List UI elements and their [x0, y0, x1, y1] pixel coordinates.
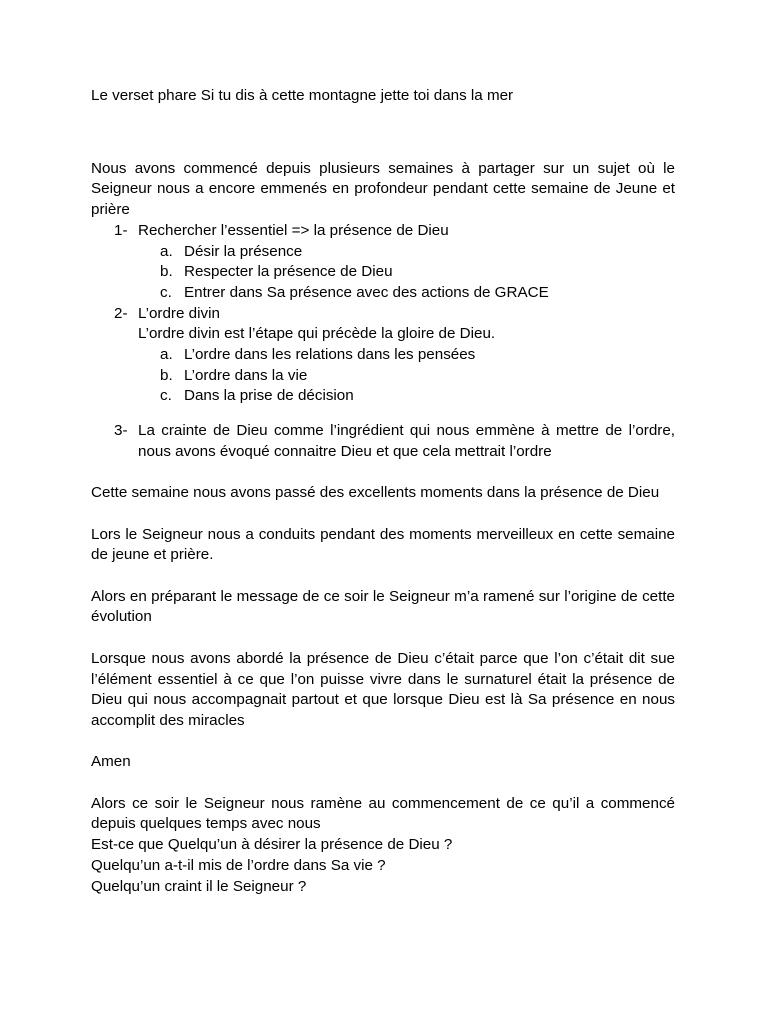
- item-text: Rechercher l’essentiel => la présence de Dieu: [138, 221, 449, 239]
- sub-item: [91, 345, 675, 366]
- question-line: Quelqu’un a-t-il mis de l’ordre dans Sa vie ?: [91, 856, 386, 874]
- sub-item: [91, 366, 675, 387]
- question-line: Est-ce que Quelqu’un à désirer la présence de Dieu ?: [91, 836, 453, 854]
- document-title: Le verset phare Si tu dis à cette montagne jette toi dans la mer: [91, 87, 514, 104]
- sub-item-marker: c.: [160, 387, 172, 405]
- numbered-item-3: [91, 421, 675, 462]
- sub-item: [91, 283, 675, 304]
- amen-line: Amen: [91, 753, 131, 771]
- item-text: L’ordre divin: [138, 304, 220, 322]
- sub-item-marker: b.: [160, 263, 173, 281]
- item-number: 2-: [114, 304, 128, 322]
- body-paragraph: Alors en préparant le message de ce soir le Seigneur m’a ramené sur l’origine de cette évolution: [91, 587, 675, 626]
- body-paragraph: Lors le Seigneur nous a conduits pendant des moments merveilleux en cette semaine de jeune et prière.: [91, 525, 675, 564]
- sub-item: [91, 386, 675, 407]
- sub-item-text: L’ordre dans la vie: [184, 366, 308, 384]
- item-number: 3-: [114, 422, 128, 440]
- sub-item-marker: b.: [160, 366, 173, 384]
- sub-item: [91, 262, 675, 283]
- intro-paragraph: Nous avons commencé depuis plusieurs semaines à partager sur un sujet où le Seigneur nous a encore emmenés en profondeur pendant cette semaine de Jeune et prière: [91, 159, 675, 219]
- document-body: [91, 86, 675, 897]
- closing-paragraph: Alors ce soir le Seigneur nous ramène au commencement de ce qu’il a commencé depuis quelques temps avec nous: [91, 794, 675, 833]
- sub-item: [91, 242, 675, 263]
- sub-item-text: Respecter la présence de Dieu: [184, 263, 393, 281]
- numbered-item-1: [91, 221, 675, 242]
- question-line: Quelqu’un craint il le Seigneur ?: [91, 877, 307, 895]
- sub-item-marker: c.: [160, 283, 172, 301]
- sub-item-text: Entrer dans Sa présence avec des actions de GRACE: [184, 283, 549, 301]
- sub-item-marker: a.: [160, 346, 173, 364]
- body-paragraph: Lorsque nous avons abordé la présence de Dieu c’était parce que l’on c’était dit sue l’élément essentiel à ce que l’on puisse vivre dans le surnaturel était la présence de Dieu qui nous accompagnait partout et que lorsque Dieu est là Sa présence en nous accomplit des miracles: [91, 649, 675, 729]
- sub-item-text: L’ordre dans les relations dans les pensées: [184, 346, 476, 364]
- sub-item-text: Dans la prise de décision: [184, 387, 354, 405]
- body-paragraph: Cette semaine nous avons passé des excellents moments dans la présence de Dieu: [91, 484, 660, 502]
- item-number: 1-: [114, 221, 128, 239]
- sub-item-marker: a.: [160, 242, 173, 260]
- numbered-item-2: [91, 304, 675, 325]
- sub-item-text: Désir la présence: [184, 242, 303, 260]
- item-text: La crainte de Dieu comme l’ingrédient qui nous emmène à mettre de l’ordre, nous avons évoqué connaitre Dieu et que cela mettrait l’ordre: [138, 422, 675, 460]
- item-note: L’ordre divin est l’étape qui précède la gloire de Dieu.: [138, 325, 496, 343]
